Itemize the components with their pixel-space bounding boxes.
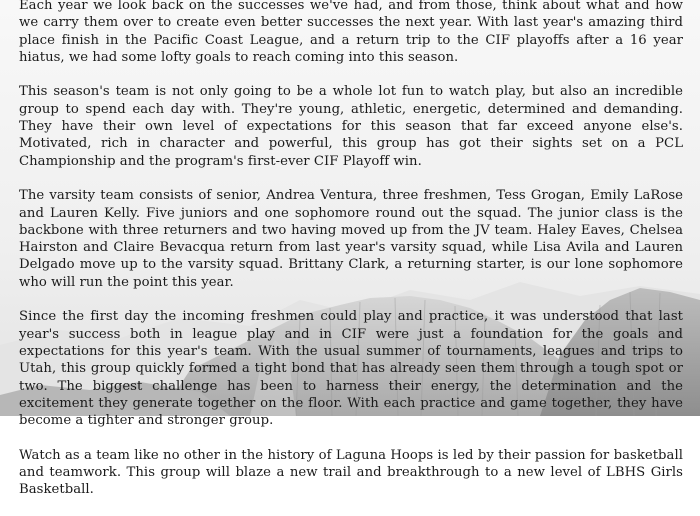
paragraph-closing: Watch as a team like no other in the history of Laguna Hoops is led by their passion for basketball and teamwork. This group will blaze a new trail and breakthrough to a new level of LBHS Girls Basketball. [19, 447, 683, 498]
paragraph-freshmen: Since the first day the incoming freshmen could play and practice, it was understood that last year's success both in league play and in CIF were just a foundation for the goals and expectations for this year's team. With the usual summer of tournaments, leagues and trips to Utah, this group quickly formed a tight bond that has already seen them through a tough spot or two. The biggest challenge has been to harness their energy, the determination and the excitement they generate together on the floor. With each practice and game together, they have become a tighter and stronger group. [19, 309, 683, 429]
paragraph-season-team: This season's team is not only going to be a whole lot fun to watch play, but also an incredible group to spend each day with. They're young, athletic, energetic, determined and demanding. They have their own level of expectations for this season that far exceed anyone else's. Motivated, rich in character and powerful, this group has got their sights set on a PCL Championship and the program's first-ever CIF Playoff win. [19, 84, 683, 169]
paragraph-intro: Each year we look back on the successes we've had, and from those, think about what and how we carry them over to create even better successes the next year. With last year's amazing third place finish in the Pacific Coast League, and a return trip to the CIF playoffs after a 16 year hiatus, we had some lofty goals to reach coming into this season. [19, 0, 683, 65]
paragraph-varsity-roster: The varsity team consists of senior, Andrea Ventura, three freshmen, Tess Grogan, Emily LaRose and Lauren Kelly. Five juniors and one sophomore round out the squad. The junior class is the backbone with three returners and two having moved up from the JV team. Haley Eaves, Chelsea Hairston and Claire Bevacqua return from last year's varsity squad, while Lisa Avila and Lauren Delgado move up to the varsity squad. Brittany Clark, a returning starter, is our lone sophomore who will run the point this year. [19, 188, 683, 290]
article-body [19, 0, 683, 516]
